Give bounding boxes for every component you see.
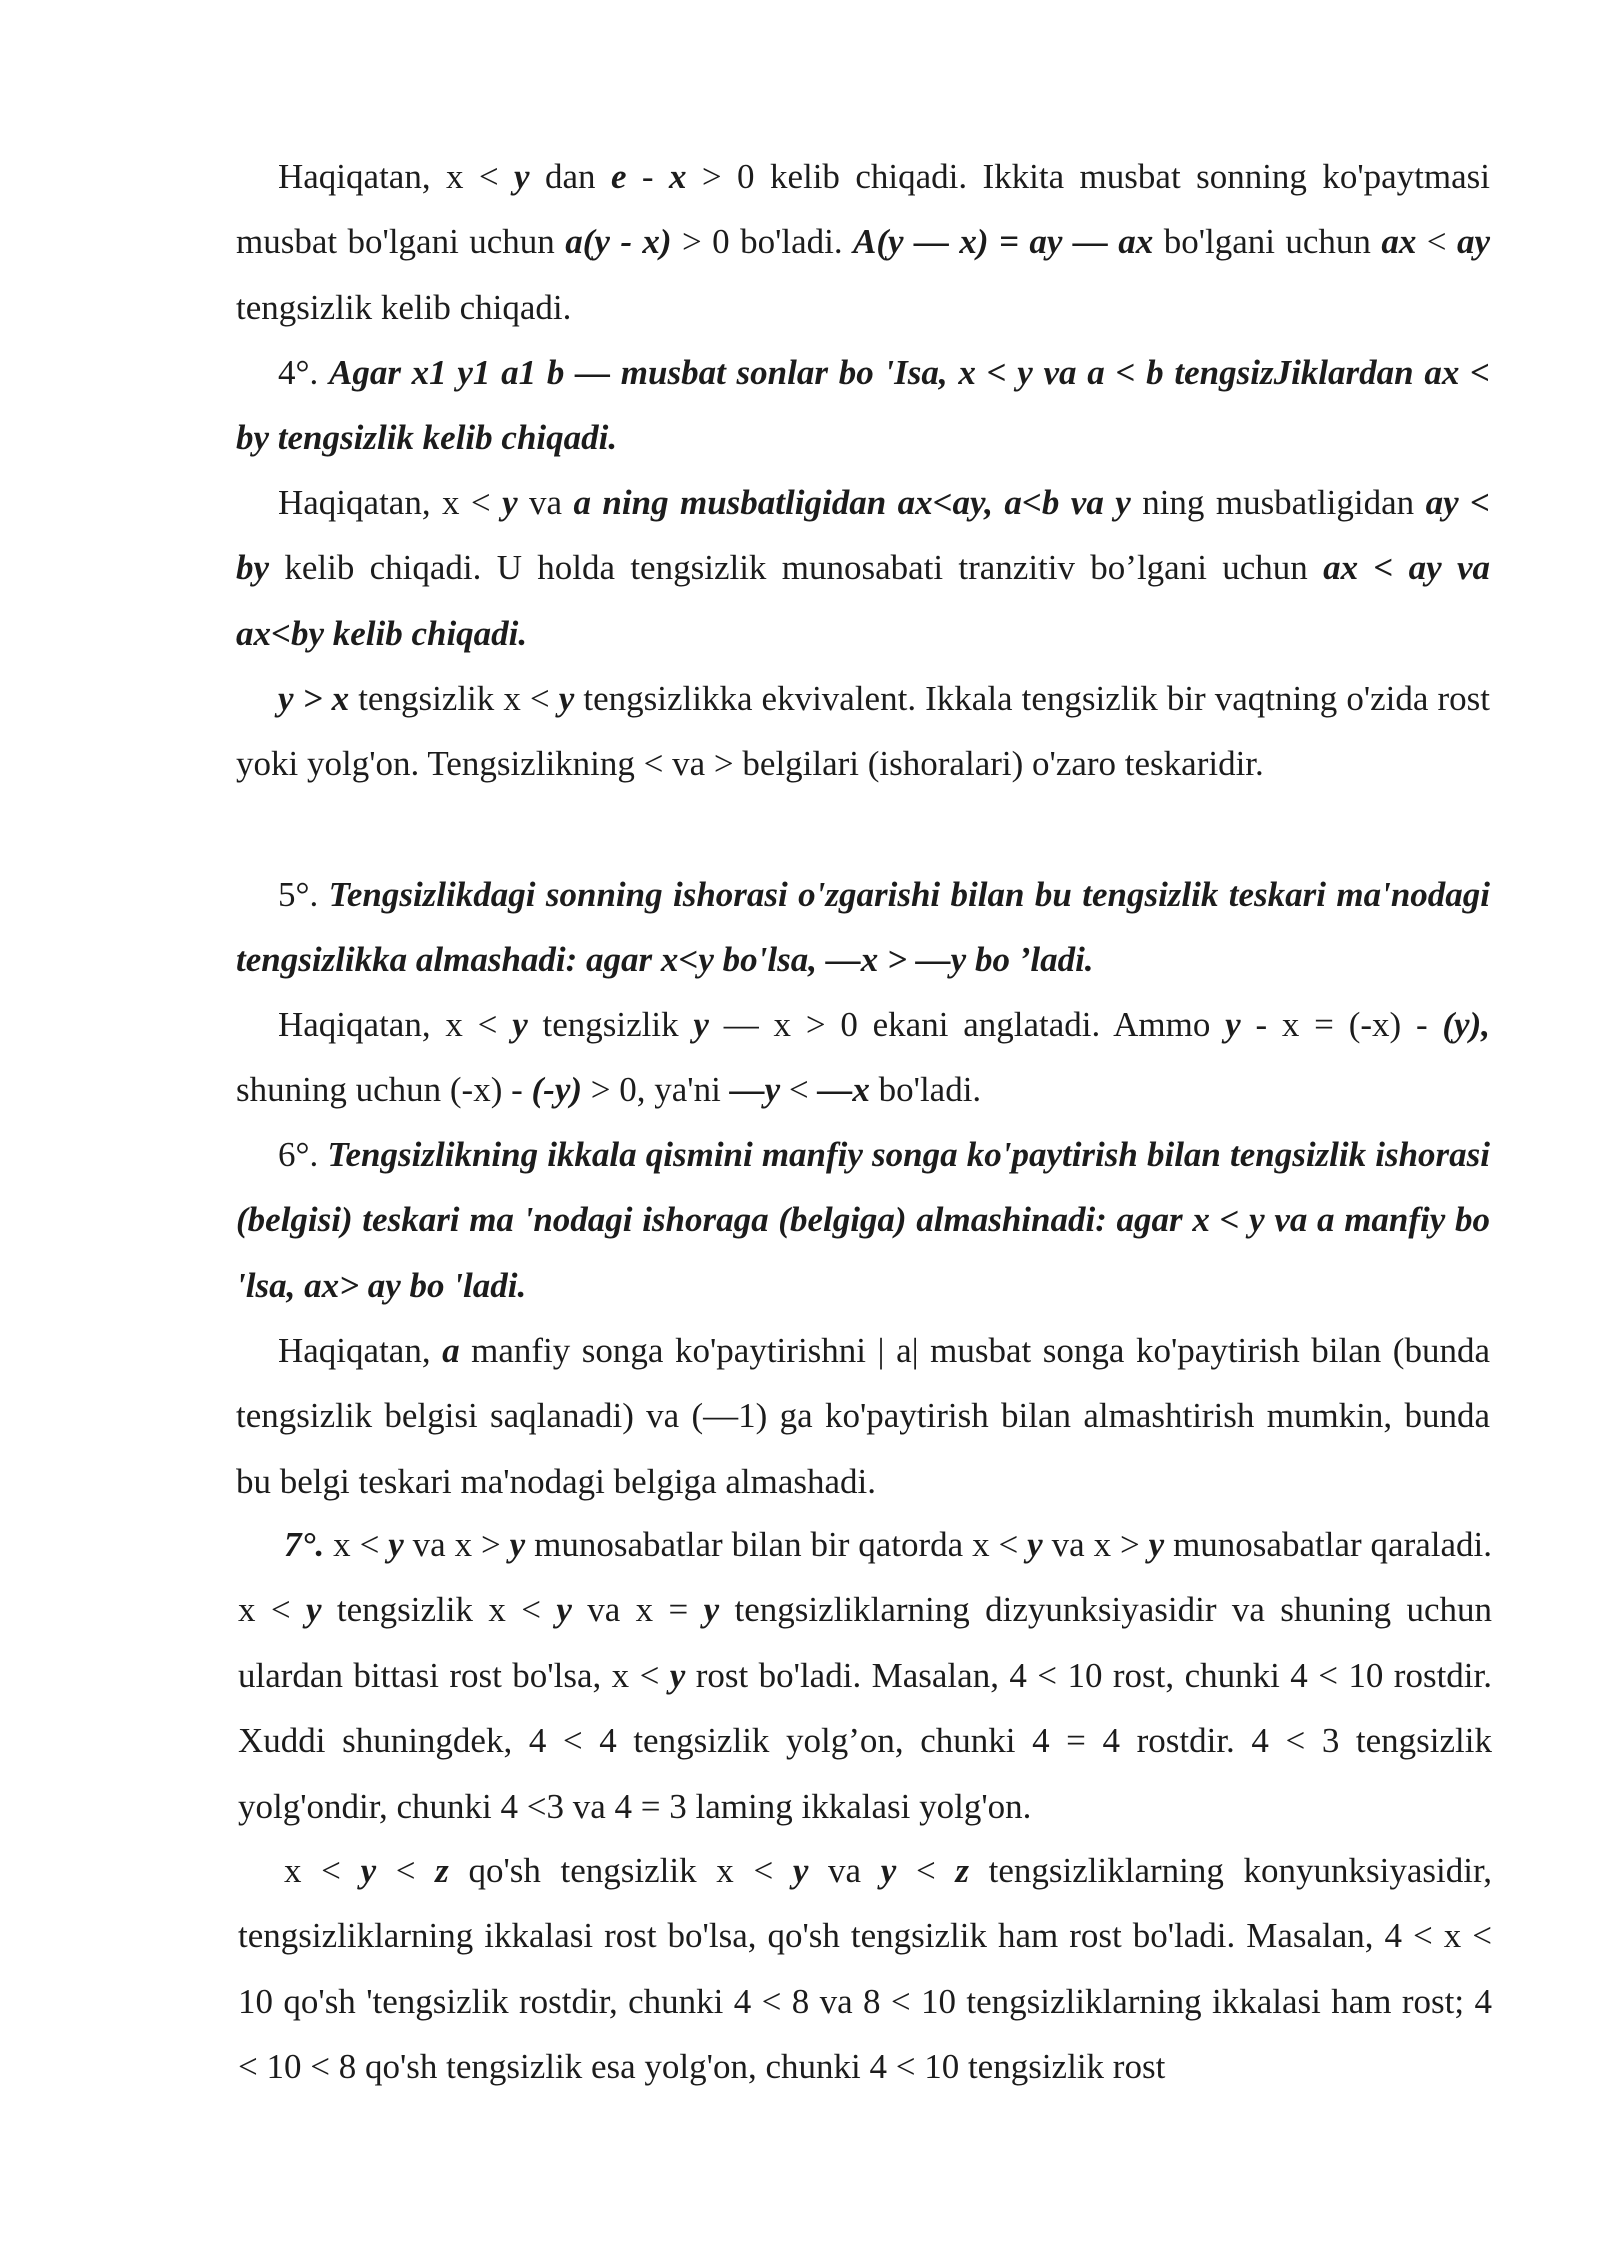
emphasized-text: y bbox=[792, 1851, 809, 1890]
text-run: shuning uchun (-x) - bbox=[236, 1070, 532, 1110]
text-run: tengsizliklarning dizyunksiyasidir va shuning uchun ulardan bittasi rost bo'lsa, x < bbox=[238, 1590, 1493, 1695]
emphasized-text: z bbox=[955, 1851, 969, 1890]
paragraph-10 bbox=[238, 1838, 1492, 2100]
text-run: bo'ladi. bbox=[869, 1070, 982, 1110]
emphasized-text: —y bbox=[729, 1070, 781, 1110]
emphasized-text: z bbox=[435, 1851, 449, 1890]
text-run: < bbox=[376, 1851, 436, 1890]
text-run: kelib chiqadi. U holda tengsizlik munosabati tranzitiv bo’lgani uchun bbox=[269, 548, 1324, 588]
property-4-statement bbox=[236, 340, 1490, 471]
emphasized-text: a bbox=[442, 1331, 460, 1370]
text-run: > 0 bo'ladi. bbox=[671, 222, 854, 262]
emphasized-text: y bbox=[512, 1005, 528, 1044]
paragraph-1 bbox=[236, 144, 1490, 340]
emphasized-text: y bbox=[1148, 1525, 1165, 1564]
emphasized-text: y bbox=[1225, 1005, 1241, 1044]
emphasized-text: A(y — x) = ay — ax bbox=[853, 222, 1154, 262]
emphasized-text: y bbox=[514, 157, 530, 196]
emphasized-text: (-y) bbox=[531, 1070, 583, 1110]
text-run: — x > 0 ekani anglatadi. Ammo bbox=[708, 1005, 1226, 1044]
emphasized-text: Tengsizlikdagi sonning ishorasi o'zgarishi bilan bu tengsizlik teskari ma'nodagi tengsizlikka almashadi: agar x<y bo'lsa, —x > —y bo ’ladi. bbox=[236, 875, 1491, 980]
emphasized-text: ax < ay va ax<by kelib chiqadi. bbox=[236, 548, 1491, 653]
text-run: Haqiqatan, x < bbox=[278, 483, 503, 522]
property-7-paragraph bbox=[238, 1512, 1492, 1839]
text-run: 5°. bbox=[278, 875, 329, 914]
emphasized-text: y > x bbox=[278, 679, 350, 718]
text-run: < bbox=[780, 1070, 818, 1110]
paragraph-6 bbox=[236, 992, 1490, 1123]
text-run: munosabatlar qaraladi. x < bbox=[238, 1525, 1492, 1630]
text-run: tengsizliklarning konyunksiyasidir, tengsizliklarning ikkalasi rost bo'lsa, qo'sh tengsizlik ham rost bo'ladi. Masalan, 4 < x < 10 qo'sh 'tengsizlik rostdir, chunki 4 < 8 va 8 < 10 tengsizliklarning ikkalasi ham rost; 4 < 10 < 8 qo'sh tengsizlik esa yolg'on, chunki 4 < 10 tengsizlik rost bbox=[238, 1851, 1492, 2087]
text-run: tengsizlikka ekvivalent. Ikkala tengsizlik bir vaqtning o'zida rost yoki yolg'on. Tengsizlikning < va > belgilari (ishoralari) o'zaro teskaridir. bbox=[236, 679, 1490, 784]
emphasized-text: a ning musbatligidan ax<ay, a<b va y bbox=[573, 483, 1131, 522]
emphasized-text: (y), bbox=[1442, 1005, 1491, 1044]
emphasized-text: 7°. bbox=[284, 1525, 325, 1564]
paragraph-3 bbox=[236, 470, 1490, 666]
text-run: rost bo'ladi. Masalan, 4 < 10 rost, chunki 4 < 10 rostdir. Xuddi shuningdek, 4 < 4 tengsizlik yolg’on, chunki 4 = 4 rostdir. 4 < 3 tengsizlik yolg'ondir, chunki 4 <3 va 4 = 3 laming ikkalasi yolg'on. bbox=[238, 1655, 1492, 1826]
paragraph-8 bbox=[236, 1318, 1490, 1514]
emphasized-text: a(y - x) bbox=[565, 222, 672, 262]
text-run: Haqiqatan, x < bbox=[278, 1005, 513, 1044]
emphasized-text: y bbox=[305, 1590, 322, 1630]
emphasized-text: Tengsizlikning ikkala qismini manfiy songa ko'paytirish bilan tengsizlik ishorasi (belgisi) teskari ma 'nodagi ishoraga (belgiga) almashinadi: agar x < y va a manfiy bo 'lsa, ax> ay bo 'ladi. bbox=[236, 1135, 1490, 1305]
emphasized-text: y bbox=[1027, 1525, 1043, 1564]
emphasized-text: y bbox=[502, 483, 518, 522]
text-run: Haqiqatan, x < bbox=[278, 157, 515, 196]
text-run: dan bbox=[529, 157, 611, 196]
text-run: > 0, ya'ni bbox=[582, 1070, 730, 1110]
emphasized-text: y bbox=[880, 1851, 897, 1890]
emphasized-text: ay < by bbox=[236, 483, 1490, 588]
text-run: > 0 kelib chiqadi. Ikkita musbat sonning ko'paytmasi musbat bo'lgani uchun bbox=[236, 157, 1490, 262]
text-run: Haqiqatan, bbox=[278, 1331, 443, 1370]
emphasized-text: y bbox=[703, 1590, 720, 1630]
text-run: - x = (-x) - bbox=[1240, 1005, 1443, 1044]
text-run: tengsizlik x < bbox=[321, 1590, 557, 1630]
text-run: tengsizlik bbox=[527, 1005, 694, 1044]
emphasized-text: ax bbox=[1381, 222, 1417, 262]
text-run: bo'lgani uchun bbox=[1153, 222, 1382, 262]
text-run: x < bbox=[284, 1851, 361, 1890]
emphasized-text: y bbox=[556, 1590, 572, 1630]
paragraph-4 bbox=[236, 666, 1490, 797]
text-run: ning musbatligidan bbox=[1130, 483, 1426, 522]
emphasized-text: y bbox=[360, 1851, 377, 1890]
text-run: munosabatlar bilan bir qatorda x < bbox=[525, 1525, 1028, 1564]
text-run: 4°. bbox=[278, 353, 329, 392]
emphasized-text: y bbox=[669, 1655, 686, 1695]
text-run: va bbox=[808, 1851, 881, 1890]
property-6-statement bbox=[236, 1122, 1490, 1318]
emphasized-text: ay bbox=[1456, 222, 1491, 262]
text-run: va x = bbox=[571, 1590, 704, 1630]
emphasized-text: y bbox=[693, 1005, 709, 1044]
text-run: va x > bbox=[403, 1525, 510, 1564]
text-run: tengsizlik x < bbox=[349, 679, 559, 718]
emphasized-text: y bbox=[558, 679, 575, 718]
text-run: 6°. bbox=[278, 1135, 328, 1174]
text-run: manfiy songa ko'paytirishni | a| musbat songa ko'paytirish bilan (bunda tengsizlik belgisi saqlanadi) va (—1) ga ko'paytirish bilan almashtirish mumkin, bunda bu belgi teskari ma'nodagi belgiga almashadi. bbox=[236, 1331, 1490, 1501]
emphasized-text: x bbox=[668, 157, 687, 196]
property-5-statement bbox=[236, 862, 1490, 993]
emphasized-text: e bbox=[610, 157, 627, 196]
emphasized-text: Agar x1 y1 a1 b — musbat sonlar bo 'Isa, x < y va a < b tengsizJiklardan ax < by tengsizlik kelib chiqadi. bbox=[236, 353, 1490, 458]
text-run: < bbox=[1416, 222, 1457, 262]
text-run: < bbox=[896, 1851, 956, 1890]
text-run: x < bbox=[324, 1525, 389, 1564]
text-run: va bbox=[517, 483, 574, 522]
text-run: va x > bbox=[1042, 1525, 1149, 1564]
emphasized-text: y bbox=[509, 1525, 526, 1564]
text-run: - bbox=[626, 157, 669, 196]
text-run: qo'sh tengsizlik x < bbox=[448, 1851, 793, 1890]
emphasized-text: y bbox=[388, 1525, 404, 1564]
text-run: tengsizlik kelib chiqadi. bbox=[236, 287, 572, 327]
emphasized-text: —x bbox=[817, 1070, 870, 1110]
